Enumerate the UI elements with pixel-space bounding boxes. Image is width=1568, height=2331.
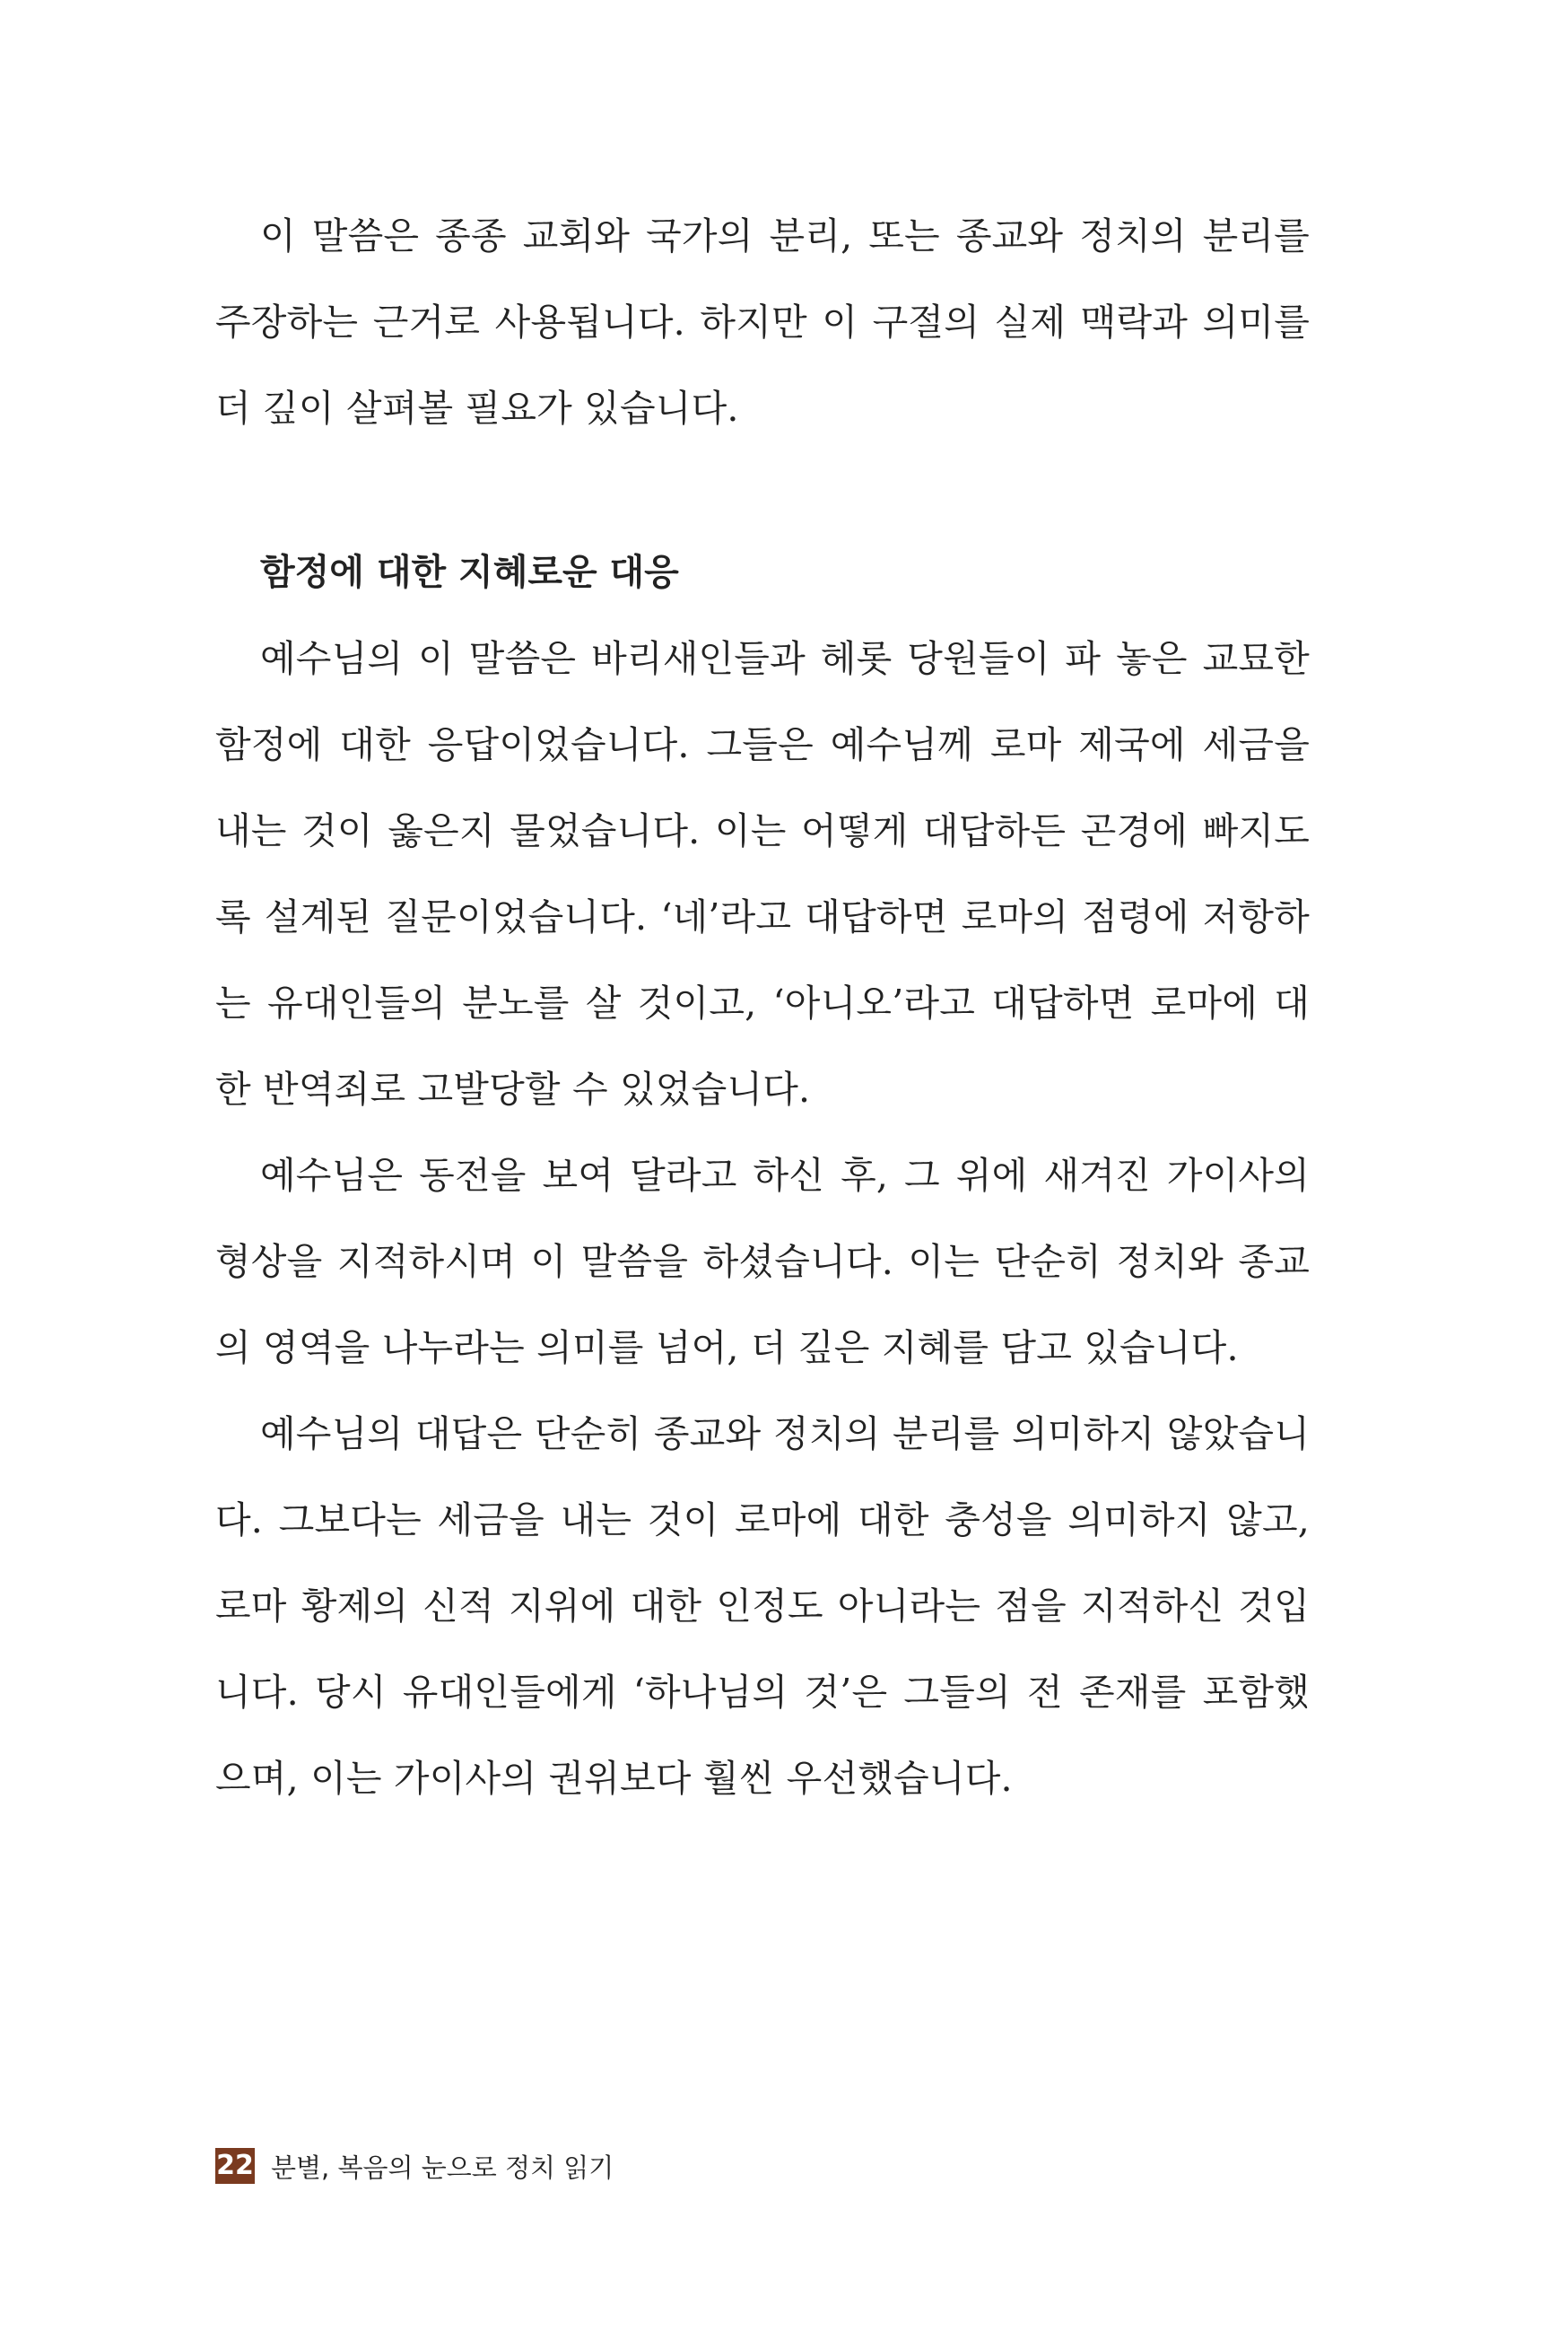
page-footer xyxy=(215,2146,614,2186)
section-paragraph-3: 예수님의 대답은 단순히 종교와 정치의 분리를 의미하지 않았습니다. 그보다는 세금을 내는 것이 로마에 대한 충성을 의미하지 않고, 로마 황제의 신적 지위에 대한 인정도 아니라는 점을 지적하신 것입니다. 당시 유대인들에게 ‘하나님의 것’은 그들의 전 존재를 포함했으며, 이는 가이사의 권위보다 훨씬 우선했습니다. xyxy=(215,1412,1310,1800)
intro-block xyxy=(215,193,1310,451)
section-block xyxy=(215,529,1310,1821)
page-number: 22 xyxy=(215,2148,255,2184)
section-paragraph-2: 예수님은 동전을 보여 달라고 하신 후, 그 위에 새겨진 가이사의 형상을 지적하시며 이 말씀을 하셨습니다. 이는 단순히 정치와 종교의 영역을 나누라는 의미를 넘어, 더 깊은 지혜를 담고 있습니다. xyxy=(215,1154,1310,1369)
section-heading: 함정에 대한 지혜로운 대응 xyxy=(260,552,679,593)
intro-paragraph: 이 말씀은 종종 교회와 국가의 분리, 또는 종교와 정치의 분리를 주장하는 근거로 사용됩니다. 하지만 이 구절의 실제 맥락과 의미를 더 깊이 살펴볼 필요가 있습니다. xyxy=(215,214,1310,430)
book-title: 분별, 복음의 눈으로 정치 읽기 xyxy=(271,2152,614,2183)
section-paragraph-1: 예수님의 이 말씀은 바리새인들과 헤롯 당원들이 파 놓은 교묘한 함정에 대한 응답이었습니다. 그들은 예수님께 로마 제국에 세금을 내는 것이 옳은지 물었습니다. 이는 어떻게 대답하든 곤경에 빠지도록 설계된 질문이었습니다. ‘네’라고 대답하면 로마의 점령에 저항하는 유대인들의 분노를 살 것이고, ‘아니오’라고 대답하면 로마에 대한 반역죄로 고발당할 수 있었습니다. xyxy=(215,637,1310,1111)
